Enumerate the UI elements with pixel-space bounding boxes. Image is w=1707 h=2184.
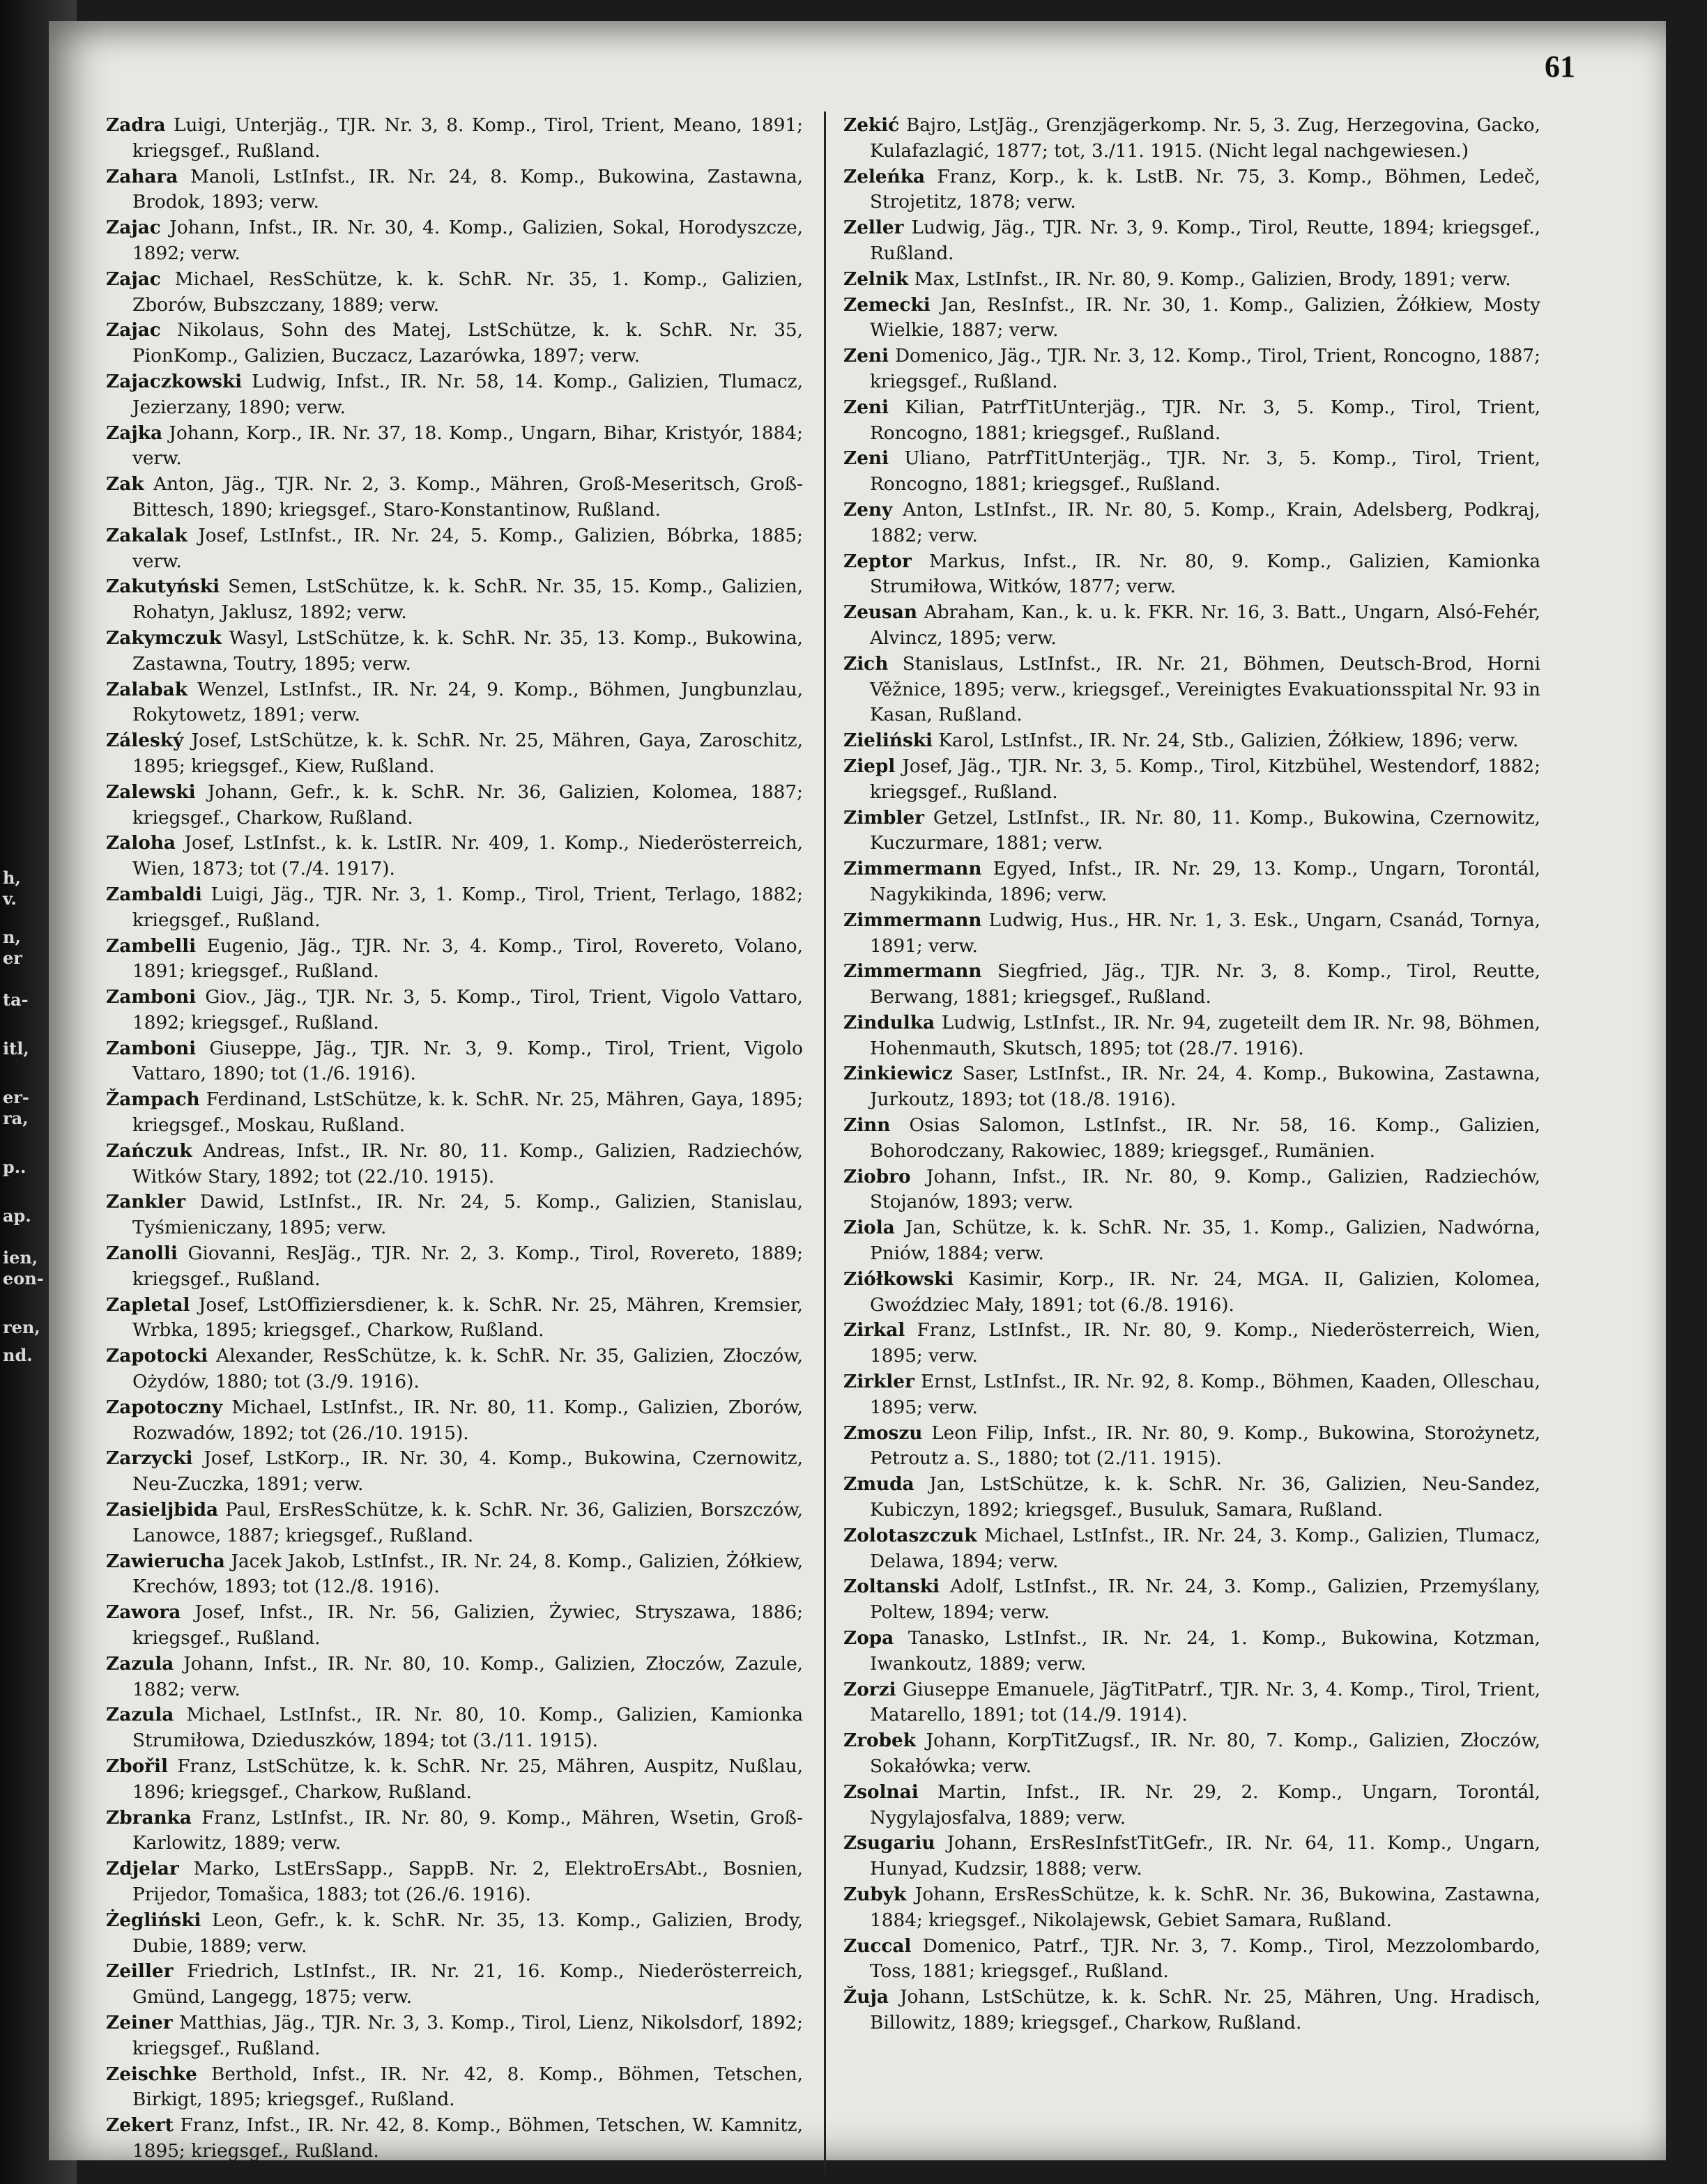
entry-details: Josef, LstSchütze, k. k. SchR. Nr. 25, Mähren, Gaya, Zaroschitz, 1895; kriegsgef., Kiew, Rußland. (132, 730, 803, 777)
entry-details: Alexander, ResSchütze, k. k. SchR. Nr. 35, Galizien, Złoczów, Ożydów, 1880; tot (3./9. 1916). (132, 1346, 804, 1393)
list-entry (106, 1856, 803, 1908)
list-entry (843, 1985, 1540, 2036)
entry-details: Anton, LstInfst., IR. Nr. 80, 5. Komp., Krain, Adelsberg, Podkraj, 1882; verw. (870, 499, 1541, 546)
margin-fragment: v. (3, 889, 17, 909)
margin-fragment: p.. (3, 1157, 26, 1177)
entry-surname: Zeiller (106, 1960, 174, 1983)
entry-details: Michael, ResSchütze, k. k. SchR. Nr. 35, 1. Komp., Galizien, Zborów, Bubszczany, 1889; verw. (132, 268, 803, 316)
entry-surname: Zawora (106, 1601, 181, 1624)
entry-details: Ludwig, LstInfst., IR. Nr. 94, zugeteilt dem IR. Nr. 98, Böhmen, Hohenmauth, Skutsch, 1895; tot (28./7. 1916). (870, 1012, 1541, 1059)
list-entry (106, 1702, 803, 1754)
list-entry (843, 446, 1540, 498)
entry-surname: Zawierucha (106, 1550, 225, 1572)
list-entry (843, 498, 1540, 549)
entry-surname: Zbranka (106, 1806, 192, 1829)
entry-surname: Zeni (843, 345, 889, 367)
list-entry (106, 1293, 803, 1344)
entry-details: Michael, LstInfst., IR. Nr. 80, 11. Komp., Galizien, Zborów, Rozwadów, 1892; tot (26./10. 1915). (132, 1397, 803, 1444)
entry-details: Josef, Jäg., TJR. Nr. 3, 5. Komp., Tirol, Kitzbühel, Westendorf, 1882; kriegsgef., Rußland. (870, 755, 1541, 803)
entry-details: Semen, LstSchütze, k. k. SchR. Nr. 35, 15. Komp., Galizien, Rohatyn, Jaklusz, 1892; verw. (132, 576, 803, 624)
entry-surname: Zapotocki (106, 1345, 208, 1367)
entry-details: Ludwig, Jäg., TJR. Nr. 3, 9. Komp., Tirol, Reutte, 1894; kriegsgef., Rußland. (870, 217, 1541, 264)
entry-details: Luigi, Jäg., TJR. Nr. 3, 1. Komp., Tirol, Trient, Terlago, 1882; kriegsgef., Rußland. (132, 884, 803, 931)
list-entry (106, 934, 803, 985)
entry-surname: Zakymczuk (106, 626, 222, 649)
entry-surname: Zimmermann (843, 909, 982, 931)
entry-details: Saser, LstInfst., IR. Nr. 24, 4. Komp., Bukowina, Zastawna, Jurkoutz, 1893; tot (18./8. 1916). (870, 1063, 1541, 1111)
entry-surname: Zazula (106, 1652, 174, 1675)
list-entry (106, 215, 803, 267)
entry-details: Markus, Infst., IR. Nr. 80, 9. Komp., Galizien, Kamionka Strumiłowa, Witków, 1877; verw. (870, 551, 1540, 598)
entry-surname: Ziepl (843, 755, 896, 777)
entry-surname: Zambelli (106, 935, 197, 957)
list-entry (843, 1215, 1540, 1267)
list-entry (843, 215, 1540, 267)
entry-details: Nikolaus, Sohn des Matej, LstSchütze, k. k. SchR. Nr. 35, PionKomp., Galizien, Buczacz, Lazarówka, 1897; verw. (132, 320, 804, 367)
list-entry (106, 1139, 803, 1190)
entry-surname: Zsolnai (843, 1781, 919, 1803)
entry-details: Uliano, PatrfTitUnterjäg., TJR. Nr. 3, 5. Komp., Tirol, Trient, Roncogno, 1881; kriegsgef., Rußland. (870, 448, 1540, 495)
entry-details: Eugenio, Jäg., TJR. Nr. 3, 4. Komp., Tirol, Rovereto, Volano, 1891; kriegsgef., Rußland. (132, 935, 803, 983)
entry-details: Egyed, Infst., IR. Nr. 29, 13. Komp., Ungarn, Torontál, Nagykikinda, 1896; verw. (870, 859, 1540, 905)
entry-details: Tanasko, LstInfst., IR. Nr. 24, 1. Komp., Bukowina, Kotzman, Iwankoutz, 1889; verw. (870, 1628, 1541, 1675)
list-entry (843, 1010, 1540, 1062)
list-entry (843, 959, 1540, 1010)
entry-details: Marko, LstErsSapp., SappB. Nr. 2, ElektroErsAbt., Bosnien, Prijedor, Tomašica, 1883; tot (26./6. 1916). (132, 1859, 804, 1905)
entry-surname: Zapotoczny (106, 1396, 223, 1418)
entry-surname: Zazula (106, 1704, 174, 1726)
entry-surname: Zuccal (843, 1935, 912, 1957)
entry-surname: Zinkiewicz (843, 1063, 953, 1085)
entry-surname: Zankler (106, 1191, 186, 1213)
entry-details: Martin, Infst., IR. Nr. 29, 2. Komp., Ungarn, Torontál, Nygylajosfalva, 1889; verw. (870, 1781, 1540, 1829)
list-entry (106, 985, 803, 1036)
entry-details: Johann, KorpTitZugsf., IR. Nr. 80, 7. Komp., Galizien, Złoczów, Sokałówka; verw. (870, 1730, 1540, 1777)
list-entry (843, 395, 1540, 447)
list-entry (843, 344, 1540, 395)
entry-surname: Zekert (106, 2114, 174, 2137)
entry-details: Giuseppe Emanuele, JägTitPatrf., TJR. Nr. 3, 4. Komp., Tirol, Trient, Matarello, 1891; tot (14./9. 1914). (870, 1679, 1540, 1726)
entry-details: Luigi, Unterjäg., TJR. Nr. 3, 8. Komp., Tirol, Trient, Meano, 1891; kriegsgef., Rußland. (132, 115, 804, 162)
entry-details: Johann, Gefr., k. k. SchR. Nr. 36, Galizien, Kolomea, 1887; kriegsgef., Charkow, Rußland. (132, 781, 804, 829)
list-entry (843, 1318, 1540, 1369)
list-entry (106, 1087, 803, 1139)
entry-surname: Zarzycki (106, 1447, 193, 1470)
right-column (843, 113, 1540, 2036)
list-entry (106, 1446, 803, 1498)
entry-details: Josef, LstOffiziersdiener, k. k. SchR. Nr. 25, Mähren, Kremsier, Wrbka, 1895; kriegsgef., Charkow, Rußland. (132, 1294, 804, 1341)
entry-details: Johann, ErsResSchütze, k. k. SchR. Nr. 36, Bukowina, Zastawna, 1884; kriegsgef., Nikolajewsk, Gebiet Samara, Rußland. (870, 1884, 1541, 1931)
list-entry (843, 1780, 1540, 1831)
entry-details: Franz, LstInfst., IR. Nr. 80, 9. Komp., Mähren, Wsetin, Groß-Karlowitz, 1889; verw. (132, 1807, 804, 1854)
list-entry (106, 1652, 803, 1703)
entry-details: Bajro, LstJäg., Grenzjägerkomp. Nr. 5, 3. Zug, Herzegovina, Gacko, Kulafazlagić, 1877; tot, 3./11. 1915. (Nicht legal nachgewiesen.) (870, 115, 1540, 162)
list-entry (843, 754, 1540, 806)
entry-details: Anton, Jäg., TJR. Nr. 2, 3. Komp., Mähren, Groß-Meseritsch, Groß-Bittesch, 1890; kriegsgef., Staro-Konstantinow, Rußland. (132, 474, 804, 521)
entry-surname: Zeusan (843, 601, 918, 624)
entry-surname: Zrobek (843, 1730, 916, 1752)
entry-details: Johann, LstSchütze, k. k. SchR. Nr. 25, Mähren, Ung. Hradisch, Billowitz, 1889; kriegsgef., Charkow, Rußland. (870, 1987, 1540, 2033)
list-entry (106, 831, 803, 882)
list-entry (843, 1523, 1540, 1575)
entry-details: Josef, Infst., IR. Nr. 56, Galizien, Żywiec, Stryszawa, 1886; kriegsgef., Rußland. (132, 1602, 804, 1649)
list-entry (843, 293, 1540, 344)
page-number: 61 (1545, 49, 1575, 84)
entry-surname: Zambaldi (106, 883, 202, 905)
entry-surname: Zamboni (106, 986, 197, 1008)
list-entry (106, 728, 803, 780)
list-entry (843, 113, 1540, 164)
list-entry (106, 1036, 803, 1088)
list-entry (843, 164, 1540, 216)
entry-surname: Záleský (106, 730, 184, 752)
entry-surname: Zajac (106, 268, 161, 290)
list-entry (106, 1908, 803, 1960)
margin-fragment: n, (3, 927, 21, 947)
entry-surname: Zapletal (106, 1293, 190, 1316)
list-entry (106, 318, 803, 369)
list-entry (843, 1164, 1540, 1216)
entry-details: Ludwig, Hus., HR. Nr. 1, 3. Esk., Ungarn, Csanád, Tornya, 1891; verw. (870, 909, 1540, 957)
list-entry (106, 1754, 803, 1806)
entry-surname: Zemecki (843, 293, 931, 316)
entry-details: Manoli, LstInfst., IR. Nr. 24, 8. Komp., Bukowina, Zastawna, Brodok, 1893; verw. (132, 166, 804, 213)
list-entry (106, 1959, 803, 2010)
margin-fragment: ren, (3, 1317, 40, 1337)
entry-details: Michael, LstInfst., IR. Nr. 80, 10. Komp., Galizien, Kamionka Strumiłowa, Dzieduszków, 1894; tot (3./11. 1915). (132, 1705, 804, 1752)
entry-surname: Zahara (106, 165, 178, 187)
entry-surname: Żegliński (106, 1909, 201, 1931)
list-entry (106, 1344, 803, 1395)
entry-details: Ludwig, Infst., IR. Nr. 58, 14. Komp., Galizien, Tlumacz, Jezierzany, 1890; verw. (132, 371, 804, 418)
list-entry (106, 677, 803, 729)
list-entry (106, 472, 803, 523)
list-entry (843, 267, 1540, 293)
entry-details: Josef, LstInfst., k. k. LstIR. Nr. 409, 1. Komp., Niederösterreich, Wien, 1873; tot (7./4. 1917). (132, 833, 803, 880)
list-entry (843, 728, 1540, 754)
entry-details: Siegfried, Jäg., TJR. Nr. 3, 8. Komp., Tirol, Reutte, Berwang, 1881; kriegsgef., Rußland. (870, 961, 1541, 1008)
entry-surname: Zeptor (843, 550, 912, 572)
entry-details: Kilian, PatrfTitUnterjäg., TJR. Nr. 3, 5. Komp., Tirol, Trient, Roncogno, 1881; kriegsgef., Rußland. (870, 397, 1540, 444)
list-entry (843, 1574, 1540, 1626)
list-entry (106, 2062, 803, 2114)
list-entry (843, 1061, 1540, 1113)
list-entry (106, 1498, 803, 1549)
list-entry (106, 2010, 803, 2062)
entry-details: Wasyl, LstSchütze, k. k. SchR. Nr. 35, 13. Komp., Bukowina, Zastawna, Toutry, 1895; verw. (132, 627, 803, 675)
entry-details: Johann, Korp., IR. Nr. 37, 18. Komp., Ungarn, Bihar, Kristyór, 1884; verw. (132, 422, 803, 470)
entry-details: Ferdinand, LstSchütze, k. k. SchR. Nr. 25, Mähren, Gaya, 1895; kriegsgef., Moskau, Rußland. (132, 1089, 804, 1137)
entry-surname: Zeni (843, 396, 889, 418)
entry-surname: Zorzi (843, 1678, 896, 1700)
entry-surname: Zubyk (843, 1883, 907, 1905)
entry-details: Giovanni, ResJäg., TJR. Nr. 2, 3. Komp., Tirol, Rovereto, 1889; kriegsgef., Rußland. (132, 1243, 804, 1290)
entry-details: Matthias, Jäg., TJR. Nr. 3, 3. Komp., Tirol, Lienz, Nikolsdorf, 1892; kriegsgef., Rußland. (132, 2012, 804, 2059)
list-entry (106, 1549, 803, 1601)
entry-surname: Zajka (106, 422, 163, 444)
list-entry (843, 806, 1540, 857)
entry-surname: Zekić (843, 114, 900, 136)
column-divider (824, 111, 826, 2174)
entry-surname: Zańczuk (106, 1139, 192, 1162)
entry-surname: Zdjelar (106, 1858, 179, 1880)
entry-surname: Zoltanski (843, 1576, 940, 1598)
list-entry (106, 1806, 803, 1857)
list-entry (843, 908, 1540, 960)
entry-surname: Zajac (106, 217, 161, 239)
entry-surname: Zinn (843, 1114, 891, 1137)
entry-surname: Zeleńka (843, 165, 926, 187)
entry-surname: Zirkal (843, 1319, 905, 1341)
entry-surname: Zanolli (106, 1243, 178, 1265)
entry-details: Johann, Infst., IR. Nr. 80, 10. Komp., Galizien, Złoczów, Zazule, 1882; verw. (132, 1653, 804, 1700)
list-entry (843, 1626, 1540, 1677)
entry-surname: Ziobro (843, 1165, 911, 1187)
list-entry (843, 1369, 1540, 1421)
entry-surname: Zalewski (106, 780, 196, 803)
list-entry (843, 1113, 1540, 1164)
entry-details: Franz, Korp., k. k. LstB. Nr. 75, 3. Komp., Böhmen, Ledeč, Strojetitz, 1878; verw. (870, 166, 1541, 213)
list-entry (843, 1421, 1540, 1472)
entry-surname: Zeller (843, 217, 904, 239)
list-entry (106, 1241, 803, 1293)
margin-fragment: ap. (3, 1206, 31, 1226)
list-entry (843, 549, 1540, 601)
entry-details: Josef, LstInfst., IR. Nr. 24, 5. Komp., Galizien, Bóbrka, 1885; verw. (132, 525, 803, 572)
entry-details: Giov., Jäg., TJR. Nr. 3, 5. Komp., Tirol, Trient, Vigolo Vattaro, 1892; kriegsgef., Rußland. (132, 987, 804, 1033)
entry-surname: Zmuda (843, 1473, 914, 1495)
entry-surname: Zaloha (106, 832, 176, 854)
entry-details: Jan, LstSchütze, k. k. SchR. Nr. 36, Galizien, Neu-Sandez, Kubiczyn, 1892; kriegsgef., Busuluk, Samara, Rußland. (870, 1474, 1540, 1521)
entry-surname: Zasieljbida (106, 1499, 219, 1521)
left-column (106, 113, 803, 2164)
entry-surname: Zieliński (843, 730, 933, 752)
list-entry (106, 1600, 803, 1652)
entry-surname: Zimbler (843, 806, 924, 829)
entry-details: Dawid, LstInfst., IR. Nr. 24, 5. Komp., Galizien, Stanislau, Tyśmieniczany, 1895; verw. (132, 1192, 803, 1239)
list-entry (843, 600, 1540, 652)
entry-details: Kasimir, Korp., IR. Nr. 24, MGA. II, Galizien, Kolomea, Gwoździec Mały, 1891; tot (6./8. 1916). (870, 1268, 1541, 1316)
margin-fragment: h, (3, 868, 21, 888)
list-entry (843, 1934, 1540, 1985)
entry-details: Franz, LstSchütze, k. k. SchR. Nr. 25, Mähren, Auspitz, Nußlau, 1896; kriegsgef., Charkow, Rußland. (132, 1756, 804, 1803)
list-entry (106, 113, 803, 164)
entry-details: Franz, LstInfst., IR. Nr. 80, 9. Komp., Niederösterreich, Wien, 1895; verw. (870, 1320, 1540, 1367)
margin-fragment: ien, (3, 1247, 38, 1268)
entry-surname: Zeischke (106, 2063, 197, 2085)
margin-fragment: ta- (3, 990, 29, 1010)
entry-details: Jacek Jakob, LstInfst., IR. Nr. 24, 8. Komp., Galizien, Żółkiew, Krechów, 1893; tot (12./8. 1916). (132, 1551, 803, 1598)
entry-details: Max, LstInfst., IR. Nr. 80, 9. Komp., Galizien, Brody, 1891; verw. (914, 268, 1511, 290)
margin-fragment: nd. (3, 1345, 33, 1365)
entry-surname: Zeiner (106, 2011, 173, 2033)
list-entry (106, 1395, 803, 1447)
entry-details: Stanislaus, LstInfst., IR. Nr. 21, Böhmen, Deutsch-Brod, Horni Věžnice, 1895; verw., kriegsgef., Vereinigtes Evakuationsspital Nr. 93 in Kasan, Rußland. (870, 653, 1540, 726)
entry-surname: Zak (106, 473, 144, 495)
entry-details: Ernst, LstInfst., IR. Nr. 92, 8. Komp., Böhmen, Kaaden, Olleschau, 1895; verw. (870, 1371, 1540, 1418)
left-margin-fragments (0, 0, 49, 2184)
entry-surname: Zelnik (843, 268, 909, 290)
entry-surname: Ziola (843, 1217, 895, 1239)
entry-details: Karol, LstInfst., IR. Nr. 24, Stb., Galizien, Żółkiew, 1896; verw. (938, 730, 1519, 752)
entry-surname: Zamboni (106, 1037, 197, 1059)
entry-surname: Zimmermann (843, 858, 982, 880)
list-entry (843, 652, 1540, 728)
entry-details: Friedrich, LstInfst., IR. Nr. 21, 16. Komp., Niederösterreich, Gmünd, Langegg, 1875; verw. (132, 1961, 803, 2008)
list-entry (106, 421, 803, 472)
margin-fragment: ra, (3, 1108, 29, 1128)
margin-fragment: eon- (3, 1268, 44, 1289)
entry-surname: Zeni (843, 447, 889, 470)
entry-details: Johann, ErsResInfstTitGefr., IR. Nr. 64, 11. Komp., Ungarn, Hunyad, Kudzsir, 1888; verw. (870, 1833, 1540, 1880)
entry-details: Osias Salomon, LstInfst., IR. Nr. 58, 16. Komp., Galizien, Bohorodczany, Rakowiec, 1889; kriegsgef., Rumänien. (870, 1115, 1541, 1162)
entry-details: Michael, LstInfst., IR. Nr. 24, 3. Komp., Galizien, Tlumacz, Delawa, 1894; verw. (870, 1525, 1540, 1572)
entry-surname: Zolotaszczuk (843, 1524, 977, 1546)
entry-surname: Zakalak (106, 524, 187, 546)
entry-surname: Ziółkowski (843, 1268, 954, 1290)
entry-surname: Zadra (106, 114, 166, 136)
entry-surname: Zich (843, 652, 889, 675)
list-entry (106, 164, 803, 216)
entry-details: Josef, LstKorp., IR. Nr. 30, 4. Komp., Bukowina, Czernowitz, Neu-Zuczka, 1891; verw. (132, 1448, 803, 1495)
list-entry (106, 523, 803, 575)
entry-details: Johann, Infst., IR. Nr. 80, 9. Komp., Galizien, Radziechów, Stojanów, 1893; verw. (870, 1166, 1541, 1213)
entry-details: Adolf, LstInfst., IR. Nr. 24, 3. Komp., Galizien, Przemyślany, Poltew, 1894; verw. (870, 1576, 1540, 1624)
entry-details: Domenico, Jäg., TJR. Nr. 3, 12. Komp., Tirol, Trient, Roncogno, 1887; kriegsgef., Rußland. (870, 346, 1540, 392)
entry-surname: Žampach (106, 1089, 200, 1111)
entry-details: Berthold, Infst., IR. Nr. 42, 8. Komp., Böhmen, Tetschen, Birkigt, 1895; kriegsgef., Rußland. (132, 2063, 804, 2111)
list-entry (106, 626, 803, 677)
entry-surname: Zalabak (106, 678, 187, 700)
entry-details: Andreas, Infst., IR. Nr. 80, 11. Komp., Galizien, Radziechów, Witków Stary, 1892; tot (22./10. 1915). (132, 1140, 804, 1187)
list-entry (843, 1677, 1540, 1729)
entry-surname: Zindulka (843, 1011, 935, 1033)
entry-details: Jan, Schütze, k. k. SchR. Nr. 35, 1. Komp., Galizien, Nadwórna, Pniów, 1884; verw. (870, 1217, 1540, 1265)
entry-details: Jan, ResInfst., IR. Nr. 30, 1. Komp., Galizien, Żółkiew, Mosty Wielkie, 1887; verw. (870, 294, 1540, 341)
list-entry (843, 1728, 1540, 1780)
list-entry (843, 1267, 1540, 1318)
margin-fragment: itl, (3, 1038, 29, 1059)
list-entry (106, 574, 803, 626)
entry-surname: Zeny (843, 498, 893, 521)
entry-details: Giuseppe, Jäg., TJR. Nr. 3, 9. Komp., Tirol, Trient, Vigolo Vattaro, 1890; tot (1./6. 1916). (132, 1038, 803, 1085)
list-entry (843, 1882, 1540, 1934)
list-entry (106, 369, 803, 421)
list-entry (106, 882, 803, 934)
entry-details: Abraham, Kan., k. u. k. FKR. Nr. 16, 3. Batt., Ungarn, Alsó-Fehér, Alvincz, 1895; verw. (870, 602, 1541, 649)
entry-details: Johann, Infst., IR. Nr. 30, 4. Komp., Galizien, Sokal, Horodyszcze, 1892; verw. (132, 217, 804, 264)
entry-surname: Zbořil (106, 1755, 168, 1777)
entry-surname: Zimmermann (843, 960, 982, 983)
entry-details: Leon Filip, Infst., IR. Nr. 80, 9. Komp., Bukowina, Storożynetz, Petroutz a. S., 1880; tot (2./11. 1915). (870, 1422, 1540, 1470)
margin-fragment: er (3, 948, 22, 968)
list-entry (843, 856, 1540, 908)
entry-details: Leon, Gefr., k. k. SchR. Nr. 35, 13. Komp., Galizien, Brody, Dubie, 1889; verw. (132, 1909, 804, 1957)
list-entry (843, 1472, 1540, 1523)
entry-surname: Zopa (843, 1627, 894, 1649)
entry-surname: Zajaczkowski (106, 370, 243, 392)
list-entry (106, 267, 803, 318)
margin-fragment: er- (3, 1087, 29, 1107)
list-entry (106, 780, 803, 831)
entry-details: Wenzel, LstInfst., IR. Nr. 24, 9. Komp., Böhmen, Jungbunzlau, Rokytowetz, 1891; verw. (132, 679, 804, 726)
entry-details: Franz, Infst., IR. Nr. 42, 8. Komp., Böhmen, Tetschen, W. Kamnitz, 1895; kriegsgef., Rußland. (132, 2115, 803, 2162)
entry-surname: Zakutyński (106, 576, 220, 598)
entry-details: Paul, ErsResSchütze, k. k. SchR. Nr. 36, Galizien, Borszczów, Lanowce, 1887; kriegsgef., Rußland. (132, 1500, 804, 1546)
list-entry (106, 1190, 803, 1241)
entry-surname: Zirkler (843, 1371, 914, 1393)
entry-surname: Zajac (106, 319, 161, 341)
entry-surname: Zmoszu (843, 1422, 923, 1444)
document-page (49, 21, 1666, 2160)
entry-surname: Zsugariu (843, 1832, 935, 1854)
entry-details: Getzel, LstInfst., IR. Nr. 80, 11. Komp., Bukowina, Czernowitz, Kuczurmare, 1881; verw. (870, 807, 1541, 854)
entry-details: Domenico, Patrf., TJR. Nr. 3, 7. Komp., Tirol, Mezzolombardo, Toss, 1881; kriegsgef., Rußland. (870, 1935, 1540, 1983)
list-entry (106, 2113, 803, 2164)
list-entry (843, 1831, 1540, 1882)
entry-surname: Žuja (843, 1986, 889, 2008)
